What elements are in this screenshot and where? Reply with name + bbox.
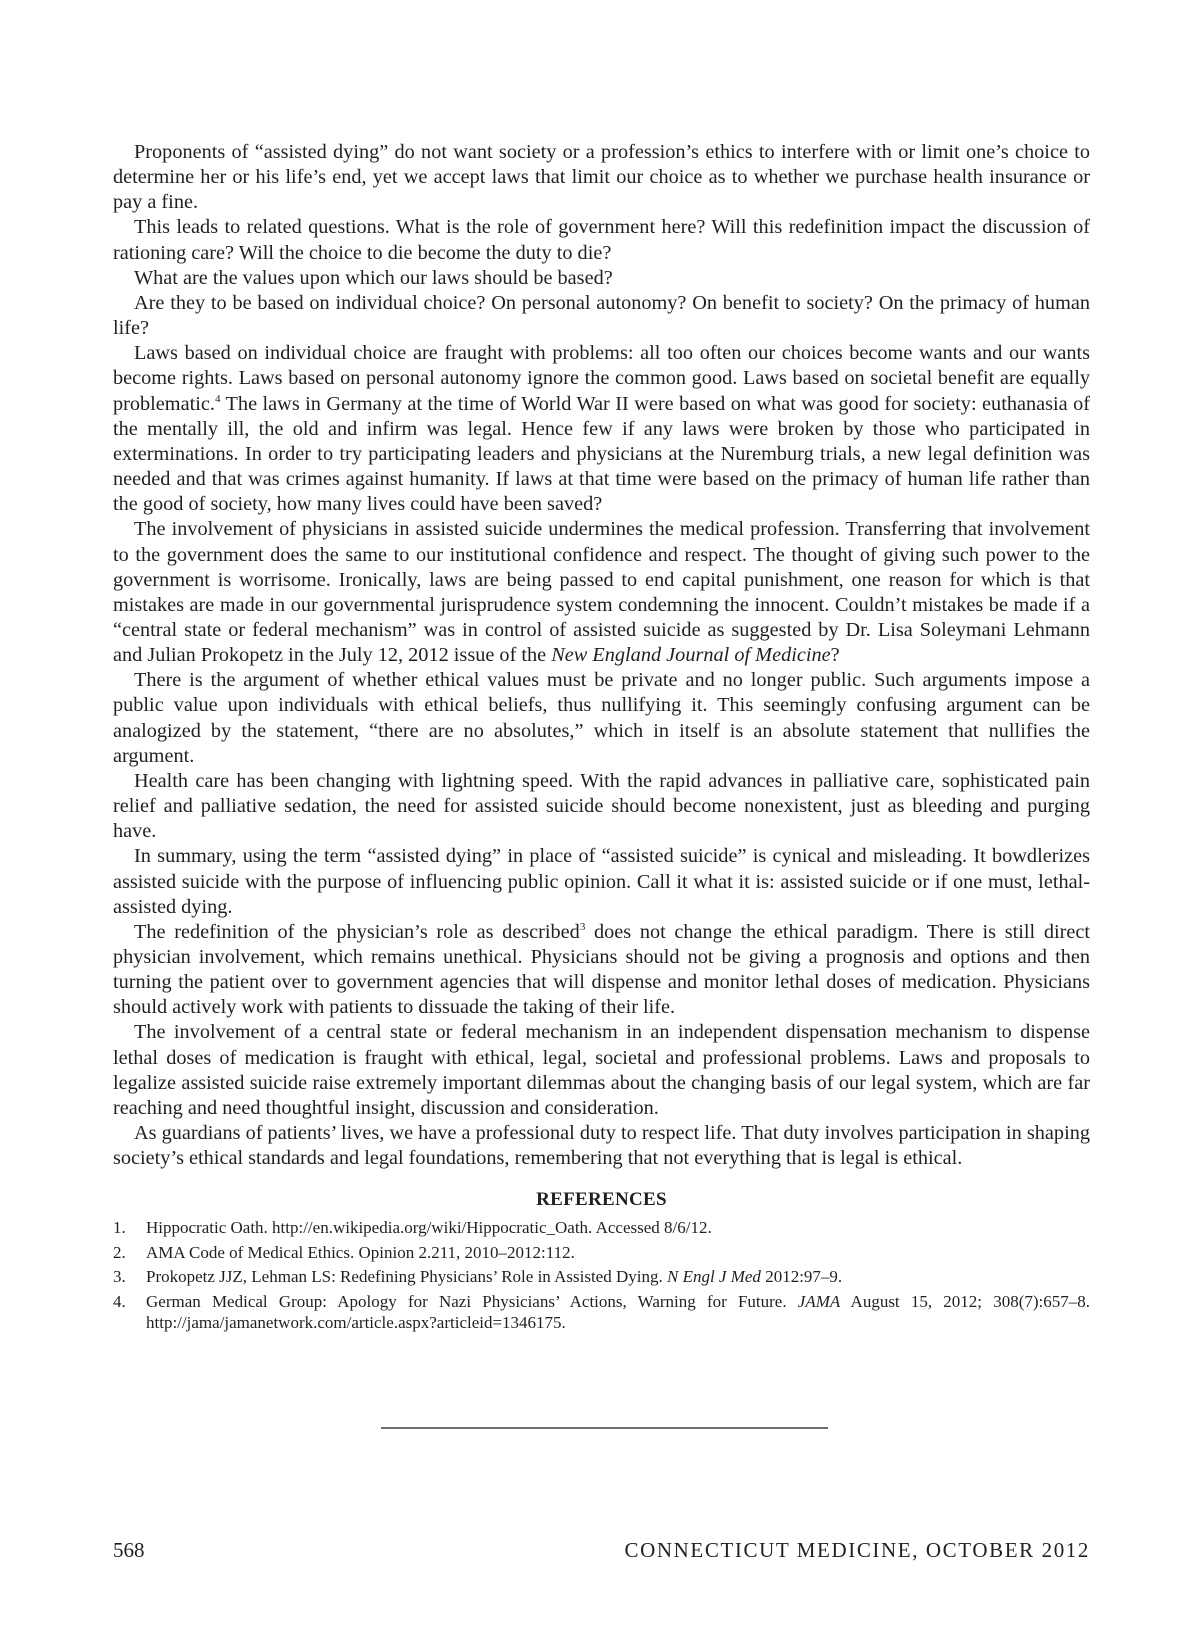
paragraph-text: The laws in Germany at the time of World War II were based on what was good for society: euthanasia of the mentally ill, the old and infirm was legal. Hence few if any laws were broken by those who participated in exterminations. In order to try participating leaders and physicians at the Nuremburg trials, a new legal definition was needed and that was crimes against humanity. If laws at that time were based on the primacy of human life rather than the good of society, how many lives could have been saved?: [113, 392, 1090, 516]
paragraph-text: ?: [830, 644, 840, 667]
paragraph-text: Are they to be based on individual choice? On personal autonomy? On benefit to society? On the primacy of human life?: [113, 291, 1090, 340]
divider-rule: [381, 1427, 828, 1429]
paragraph: [113, 1121, 1090, 1171]
paragraph: [113, 668, 1090, 769]
reference-journal: JAMA: [797, 1291, 841, 1311]
paragraph: [113, 140, 1090, 215]
paragraph-text: The redefinition of the physician’s role as described: [134, 920, 580, 943]
reference-number: 4.: [113, 1291, 126, 1311]
journal-title: New England Journal of Medicine: [551, 644, 831, 667]
paragraph-text: Laws based on individual choice are fraught with problems: all too often our choices become wants and our wants become rights. Laws based on personal autonomy ignore the common good. Laws based on societal benefit are equally problematic.: [113, 342, 1090, 415]
paragraph-text: The involvement of physicians in assisted suicide undermines the medical profession. Transferring that involvement to the government does the same to our institutional confidence and respect. The thought of giving such power to the government is worrisome. Ironically, laws are being passed to end capital punishment, one reason for which is that mistakes are made in our governmental jurisprudence system condemning the innocent. Couldn’t mistakes be made if a “central state or federal mechanism” was in control of assisted suicide as suggested by Dr. Lisa Soleymani Lehmann and Julian Prokopetz in the July 12, 2012 issue of the: [113, 518, 1090, 667]
paragraph: [113, 341, 1090, 517]
reference-item: [113, 1242, 1090, 1264]
reference-text: Hippocratic Oath. http://en.wikipedia.org/wiki/Hippocratic_Oath. Accessed 8/6/12.: [146, 1218, 712, 1237]
journal-footer: CONNECTICUT MEDICINE, OCTOBER 2012: [624, 1538, 1090, 1562]
page-number: 568: [113, 1538, 145, 1562]
paragraph: [113, 215, 1090, 265]
paragraph: [113, 1020, 1090, 1121]
reference-text: AMA Code of Medical Ethics. Opinion 2.211, 2010–2012:112.: [146, 1242, 575, 1262]
paragraph: [113, 844, 1090, 919]
paragraph-text: Health care has been changing with lightning speed. With the rapid advances in palliative care, sophisticated pain relief and palliative sedation, the need for assisted suicide should become nonexistent, just as bleeding and purging have.: [113, 769, 1090, 843]
reference-number: 1.: [113, 1218, 126, 1237]
paragraph: [113, 769, 1090, 844]
reference-text: August 15, 2012; 308(7):657–8. http://jama/jamanetwork.com/article.aspx?articleid=1346175.: [146, 1291, 1090, 1333]
article-body: [113, 140, 1090, 1171]
reference-number: 2.: [113, 1242, 126, 1262]
paragraph-text: Proponents of “assisted dying” do not want society or a profession’s ethics to interfere with or limit one’s choice to determine her or his life’s end, yet we accept laws that limit our choice as to whether we purchase health insurance or pay a fine.: [113, 141, 1090, 214]
reference-number: 3.: [113, 1267, 126, 1287]
references-list: [113, 1217, 1090, 1337]
paragraph-text: There is the argument of whether ethical values must be private and no longer public. Such arguments impose a public value upon individuals with ethical beliefs, thus nullifying it. This seemingly confusing argument can be analogized by the statement, “there are no absolutes,” which in itself is an absolute statement that nullifies the argument.: [113, 669, 1090, 767]
paragraph: [113, 920, 1090, 1021]
reference-text: Prokopetz JJZ, Lehman LS: Redefining Physicians’ Role in Assisted Dying.: [146, 1267, 667, 1287]
reference-item: [113, 1266, 1090, 1288]
paragraph: [113, 517, 1090, 668]
paragraph-text: does not change the ethical paradigm. There is still direct physician involvement, which remains unethical. Physicians should not be giving a prognosis and options and then turning the patient over to government agencies that will dispense and monitor lethal doses of medication. Physicians should actively work with patients to dissuade the taking of their life.: [113, 920, 1090, 1019]
paragraph-text: This leads to related questions. What is the role of government here? Will this redefinition impact the discussion of rationing care? Will the choice to die become the duty to die?: [113, 216, 1090, 264]
paragraph-text: What are the values upon which our laws should be based?: [134, 266, 613, 289]
reference-journal: N Engl J Med: [666, 1267, 761, 1287]
paragraph: [113, 291, 1090, 341]
reference-text: German Medical Group: Apology for Nazi Physicians’ Actions, Warning for Future.: [146, 1291, 798, 1311]
paragraph-text: In summary, using the term “assisted dying” in place of “assisted suicide” is cynical and misleading. It bowdlerizes assisted suicide with the purpose of influencing public opinion. Call it what it is: assisted suicide or if one must, lethal-assisted dying.: [113, 845, 1090, 918]
reference-item: [113, 1291, 1090, 1334]
references-heading: REFERENCES: [536, 1189, 667, 1210]
citation-superscript: 4: [214, 392, 221, 405]
paragraph: [113, 266, 1090, 291]
paragraph-text: As guardians of patients’ lives, we have a professional duty to respect life. That duty involves participation in shaping society’s ethical standards and legal foundations, remembering that not everything that is legal is ethical.: [113, 1122, 1090, 1170]
reference-item: [113, 1217, 1090, 1239]
reference-text: 2012:97–9.: [760, 1267, 843, 1287]
paragraph-text: The involvement of a central state or federal mechanism in an independent dispensation mechanism to dispense lethal doses of medication is fraught with ethical, legal, societal and professional problems. Laws and proposals to legalize assisted suicide raise extremely important dilemmas about the changing basis of our legal system, which are far reaching and need thoughtful insight, discussion and consideration.: [113, 1021, 1090, 1119]
citation-superscript: 3: [579, 920, 586, 933]
